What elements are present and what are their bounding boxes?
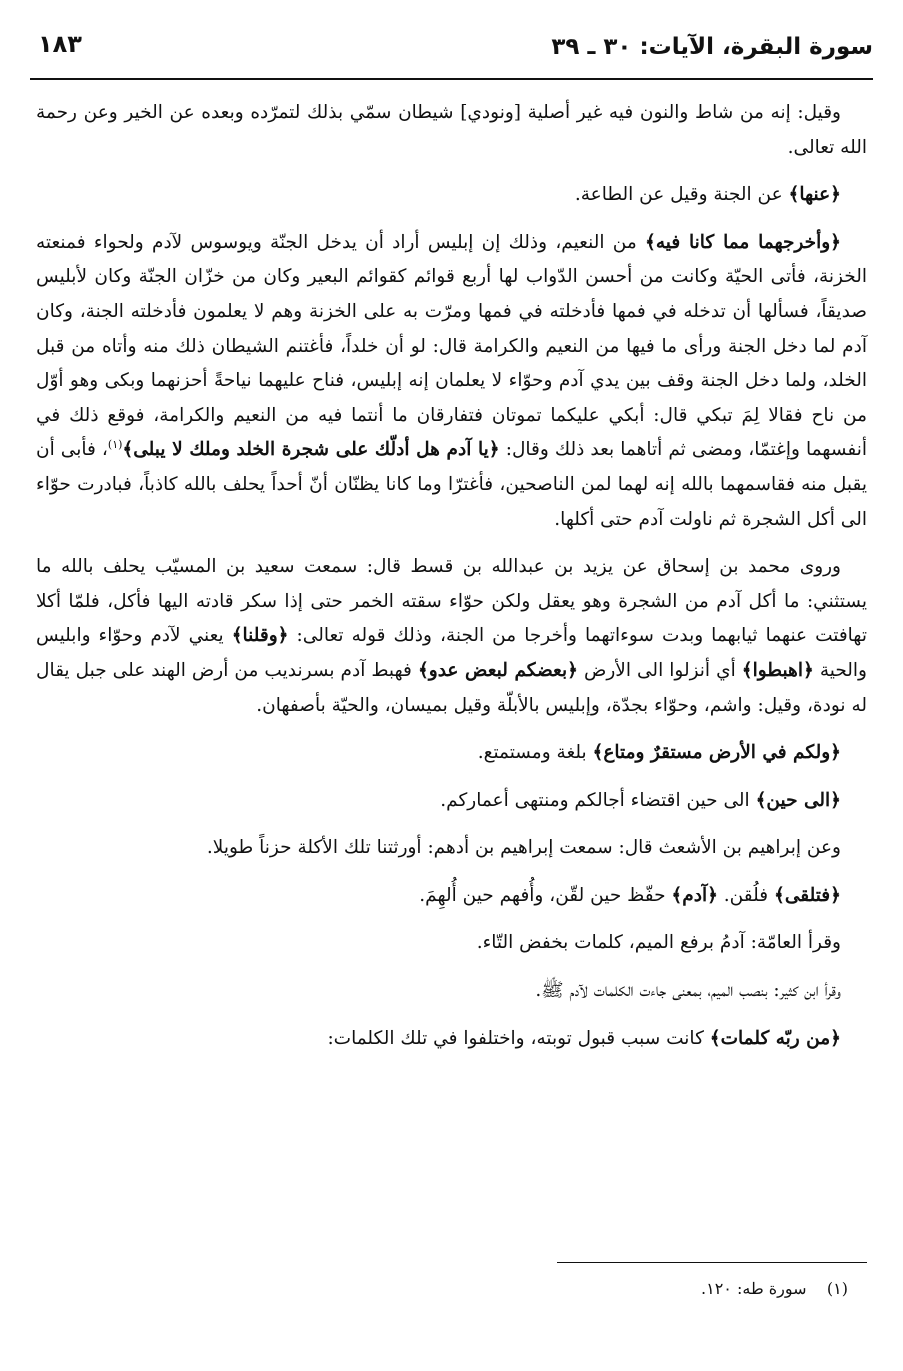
paragraph-9: وقرأ العامّة: آدمُ برفع الميم، كلمات بخفض التّاء. bbox=[476, 932, 841, 954]
quran-quote: ﴿آدم﴾ bbox=[671, 884, 718, 906]
quran-quote: ﴿وقلنا﴾ bbox=[231, 625, 289, 647]
page-title: سورة البقرة، الآيات: ٣٠ ـ ٣٩ bbox=[551, 34, 873, 60]
quran-quote: ﴿ولكم في الأرض مستقرٌ ومتاع﴾ bbox=[592, 742, 841, 764]
paragraph-11: ﴿من ربّه كلمات﴾ كانت سبب قبول توبته، واختلفوا في تلك الكلمات: bbox=[327, 1027, 841, 1049]
quran-quote: ﴿الى حين﴾ bbox=[755, 789, 841, 811]
paragraph-1: وقيل: إنه من شاط والنون فيه غير أصلية [ونودي] شيطان سمّي بذلك لتمرّده وبعده عن الخير وعن رحمة الله تعالى. bbox=[36, 102, 867, 158]
page-header bbox=[30, 30, 873, 74]
footnote bbox=[200, 1276, 848, 1302]
page-body bbox=[36, 96, 867, 1069]
paragraph-8: ﴿فتلقى﴾ فلُقن. ﴿آدم﴾ حفّظ حين لقّن، وأُفهم حين أُلهِمَ. bbox=[419, 884, 841, 906]
paragraph-5: ﴿ولكم في الأرض مستقرٌ ومتاع﴾ بلغة ومستمتع. bbox=[477, 742, 841, 764]
footnote-divider bbox=[557, 1262, 867, 1263]
quran-quote: ﴿من ربّه كلمات﴾ bbox=[709, 1027, 841, 1049]
footnote-marker[interactable]: (١) bbox=[107, 438, 123, 452]
quran-quote: ﴿يا آدم هل أدلّك على شجرة الخلد وملك لا يبلى﴾ bbox=[122, 439, 500, 461]
paragraph-6: ﴿الى حين﴾ الى حين اقتضاء أجالكم ومنتهى أعماركم. bbox=[440, 789, 841, 811]
quran-quote: ﴿اهبطوا﴾ bbox=[741, 659, 814, 681]
footnote-text: سورة طه: ١٢٠. bbox=[701, 1279, 807, 1298]
paragraph-3: ﴿وأخرجهما مما كانا فيه﴾ من النعيم، وذلك إن إبليس أراد أن يدخل الجنّة ويوسوس لآدم ولحواء فمنعته الخزنة، فأتى الحيّة وكانت من أحسن الدّواب لها أربع قوائم كقوائم البعير وكان من خزّان الجنّة وكان لأبليس صديقاً، فسألها أن تدخله في فمها فأدخلته في فمها ومرّت به على الخزنة وهم لا يعلمون فأدخلته الجنة، وكان آدم لما دخل الجنة ورأى ما فيها من النعيم والكرامة قال: لو أن خلداً، فأغتنم الشيطان ذلك منه وأتاه من قبل الخلد، ولما دخل الجنة وقف بين يدي آدم وحوّاء لا يعلمان إنه إبليس، فناح عليهما نياحةً أحزنهما وبكى وهو أوّل من ناح فقالا لِمَ تبكي قال: أبكي عليكما تموتان فتفارقان ما أنتما فيه من النعيم والكرامة، فوقع ذلك في أنفسهما وإغتمّا، ومضى ثم أتاهما بعد ذلك وقال: ﴿يا آدم هل أدلّك على شجرة الخلد وملك لا يبلى﴾$^{(١)}$، فأبى أن يقبل منه فقاسمهما بالله إنه لهما لمن الناصحين، فأغترّا وما كانا يظنّان أنّ أحداً يحلف بالله كاذباً، فبادرت حوّاء الى أكل الشجرة ثم ناولت آدم حتى أكلها. bbox=[36, 231, 867, 530]
paragraph-2: ﴿عنها﴾ عن الجنة وقيل عن الطاعة. bbox=[574, 184, 841, 206]
quran-quote: ﴿وأخرجهما مما كانا فيه﴾ bbox=[645, 231, 841, 253]
footnote-number: (١) bbox=[826, 1279, 848, 1298]
paragraph-4: وروى محمد بن إسحاق عن يزيد بن عبدالله بن قسط قال: سمعت سعيد بن المسيّب يحلف بالله ما يستثني: ما أكل آدم من الشجرة وهو يعقل ولكن حوّاء سقته الخمر حتى إذا سكر قادته اليها فأكل، فلمّا أكلا تهافتت عنهما ثيابهما وبدت سوءاتهما وأخرجا من الجنة، وذلك قوله تعالى: ﴿وقلنا﴾ يعني لآدم وحوّاء وابليس والحية ﴿اهبطوا﴾ أي أنزلوا الى الأرض ﴿بعضكم لبعض عدو﴾ فهبط آدم بسرنديب من أرض الهند على جبل يقال له نودة، وقيل: واشم، وحوّاء بجدّة، وإبليس بالأبلّة وقيل بميسان، والحيّة بأصفهان. bbox=[36, 556, 867, 716]
quran-quote: ﴿عنها﴾ bbox=[788, 184, 841, 206]
page-number: ١٨٣ bbox=[38, 30, 82, 58]
quran-quote: ﴿فتلقى﴾ bbox=[773, 884, 841, 906]
paragraph-10: وقرأ ابن كثير: بنصب الميم، بمعنى جاءت الكلمات لآدم ﷺ. bbox=[535, 980, 841, 1002]
paragraph-7: وعن إبراهيم بن الأشعث قال: سمعت إبراهيم بن أدهم: أورثتنا تلك الأكلة حزناً طويلا. bbox=[206, 837, 841, 859]
quran-quote: ﴿بعضكم لبعض عدو﴾ bbox=[417, 659, 578, 681]
header-divider bbox=[30, 78, 873, 80]
